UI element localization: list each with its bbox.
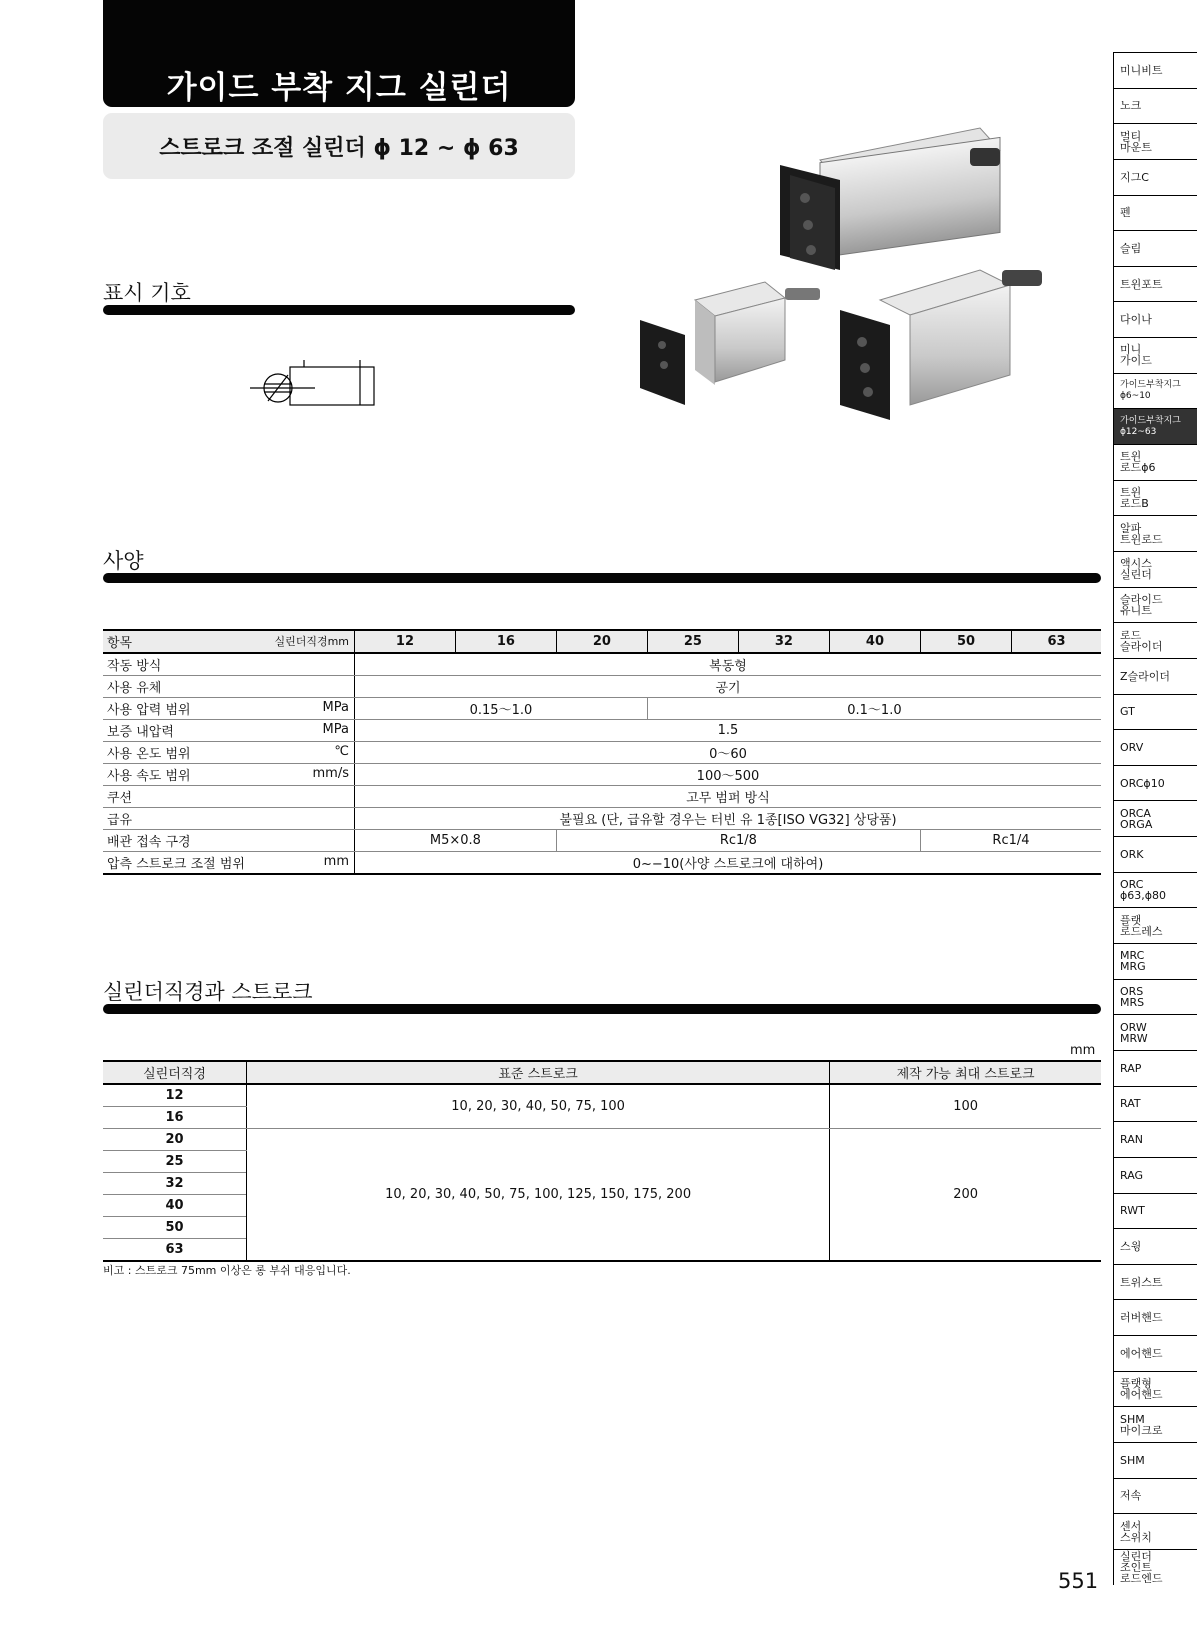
spec-label-cell xyxy=(103,676,355,698)
spec-table xyxy=(103,629,1101,875)
side-tab-label: 트윈포트 xyxy=(1120,277,1163,291)
page-title: 가이드 부착 지그 실린더 xyxy=(166,70,512,106)
side-tab-label: 스윙 xyxy=(1120,1239,1142,1253)
side-tab[interactable] xyxy=(1113,1014,1197,1050)
side-tab-label: ORW MRW xyxy=(1120,1020,1148,1045)
side-tab-label: 로드 슬라이더 xyxy=(1120,628,1163,653)
stroke-section-title: 실린더직경과 스트로크 xyxy=(103,980,313,1004)
spec-value: 1.5 xyxy=(355,720,1102,742)
side-tab[interactable] xyxy=(1113,872,1197,908)
spec-value: M5×0.8 xyxy=(355,830,557,852)
side-tab[interactable] xyxy=(1113,1121,1197,1157)
spec-value: 0.15～1.0 xyxy=(355,698,648,720)
bore-cell: 12 xyxy=(103,1084,247,1107)
side-tab[interactable] xyxy=(1113,658,1197,694)
title-banner xyxy=(103,0,575,107)
side-tab-label: 지그C xyxy=(1120,170,1149,184)
side-tab-label: ORC ϕ63,ϕ80 xyxy=(1120,878,1167,903)
spec-row xyxy=(103,808,1101,830)
side-tab-label: 노크 xyxy=(1120,99,1142,113)
spec-value: 복동형 xyxy=(355,653,1102,676)
side-index-tabs xyxy=(1113,52,1197,1585)
side-tab[interactable] xyxy=(1113,1050,1197,1086)
side-tab[interactable] xyxy=(1113,52,1197,88)
spec-label-cell xyxy=(103,742,355,764)
side-tab[interactable] xyxy=(1113,1157,1197,1193)
standard-stroke-cell: 10, 20, 30, 40, 50, 75, 100 xyxy=(247,1084,830,1129)
stroke-col-header: 실린더직경 xyxy=(103,1061,247,1084)
side-tab[interactable] xyxy=(1113,694,1197,730)
spec-section-bar xyxy=(103,573,1101,583)
side-tab-label: ORCA ORGA xyxy=(1120,806,1153,831)
side-tab-label: ORCϕ10 xyxy=(1120,776,1165,790)
spec-value: 0.1～1.0 xyxy=(647,698,1101,720)
side-tab[interactable] xyxy=(1113,1478,1197,1514)
stroke-note: 비고 : 스트로크 75mm 이상은 롱 부쉬 대응입니다. xyxy=(103,1264,351,1277)
side-tab-label: 트윈 로드B xyxy=(1120,486,1149,510)
side-tab[interactable] xyxy=(1113,408,1197,444)
side-tab[interactable] xyxy=(1113,1513,1197,1549)
spec-header-unit: 실린더직경mm xyxy=(274,635,349,648)
stroke-header-row xyxy=(103,1061,1101,1084)
side-tab[interactable] xyxy=(1113,1193,1197,1229)
spec-label-cell xyxy=(103,830,355,852)
side-tab-label: 에어핸드 xyxy=(1120,1346,1163,1360)
bore-cell: 40 xyxy=(103,1195,247,1217)
spec-value: 100～500 xyxy=(355,764,1102,786)
spec-label: 사용 속도 범위 xyxy=(107,769,191,784)
side-tab-label: RAG xyxy=(1120,1168,1144,1182)
max-stroke-cell: 200 xyxy=(830,1129,1101,1262)
side-tab[interactable] xyxy=(1113,1371,1197,1407)
side-tab-label: 슬림 xyxy=(1120,242,1142,256)
side-tab[interactable] xyxy=(1113,1299,1197,1335)
page-number: 551 xyxy=(1058,1569,1099,1593)
spec-row xyxy=(103,653,1101,676)
side-tab-label: 다이나 xyxy=(1120,313,1152,327)
side-tab[interactable] xyxy=(1113,230,1197,266)
side-tab[interactable] xyxy=(1113,195,1197,231)
side-tab-label: ORS MRS xyxy=(1120,984,1145,1009)
bore-cell: 32 xyxy=(103,1173,247,1195)
side-tab-label: SHM 마이크로 xyxy=(1120,1412,1163,1437)
max-stroke-cell: 100 xyxy=(830,1084,1101,1129)
side-tab-label: RAN xyxy=(1120,1133,1143,1147)
side-tab[interactable] xyxy=(1113,1549,1197,1585)
bore-col-header: 25 xyxy=(647,630,738,653)
side-tab-label: 플랫형 에어핸드 xyxy=(1120,1377,1163,1402)
side-tab-label: 미니비트 xyxy=(1120,63,1163,77)
cylinder-large-photo xyxy=(780,128,1000,270)
bore-cell: 25 xyxy=(103,1151,247,1173)
spec-label: 압측 스트로크 조절 범위 xyxy=(107,857,245,872)
side-tab[interactable] xyxy=(1113,1086,1197,1122)
spec-value: 고무 범퍼 방식 xyxy=(355,786,1102,808)
spec-value: Rc1/8 xyxy=(556,830,920,852)
side-tab[interactable] xyxy=(1113,979,1197,1015)
side-tab-label: 플랫 로드레스 xyxy=(1120,913,1163,938)
side-tab-label: 미니 가이드 xyxy=(1120,343,1152,368)
side-tab[interactable] xyxy=(1113,907,1197,943)
side-tab-label: RWT xyxy=(1120,1204,1145,1218)
bore-col-header: 20 xyxy=(556,630,647,653)
bore-col-header: 63 xyxy=(1012,630,1102,653)
bore-cell: 20 xyxy=(103,1129,247,1151)
product-photo xyxy=(640,120,1110,450)
spec-label-cell xyxy=(103,808,355,830)
side-tab[interactable] xyxy=(1113,729,1197,765)
spec-unit: MPa xyxy=(322,700,349,715)
side-tab-label: 알파 트윈로드 xyxy=(1120,521,1163,546)
cylinder-symbol-icon xyxy=(250,355,380,410)
spec-label: 사용 온도 범위 xyxy=(107,747,191,762)
side-tab[interactable] xyxy=(1113,480,1197,516)
spec-label: 쿠션 xyxy=(107,791,133,806)
spec-label-cell xyxy=(103,764,355,786)
spec-unit: mm/s xyxy=(312,766,349,781)
side-tab[interactable] xyxy=(1113,373,1197,409)
bore-cell: 16 xyxy=(103,1107,247,1129)
side-tab-label: RAP xyxy=(1120,1061,1142,1075)
side-tab[interactable] xyxy=(1113,123,1197,159)
spec-header-cell xyxy=(103,630,355,653)
stroke-row xyxy=(103,1084,1101,1107)
side-tab-label: 센서 스위치 xyxy=(1120,1519,1152,1544)
stroke-table xyxy=(103,1060,1101,1262)
side-tab[interactable] xyxy=(1113,622,1197,658)
cylinder-medium-photo xyxy=(840,270,1042,420)
spec-label-cell xyxy=(103,698,355,720)
spec-label: 작동 방식 xyxy=(107,659,162,674)
cylinder-small-photo xyxy=(640,282,820,405)
side-tab[interactable] xyxy=(1113,159,1197,195)
side-tab[interactable] xyxy=(1113,1335,1197,1371)
standard-stroke-cell: 10, 20, 30, 40, 50, 75, 100, 125, 150, 175, 200 xyxy=(247,1129,830,1262)
spec-label-cell xyxy=(103,653,355,676)
subtitle-banner xyxy=(103,113,575,179)
stroke-row xyxy=(103,1129,1101,1151)
side-tab[interactable] xyxy=(1113,800,1197,836)
spec-value: 0～60 xyxy=(355,742,1102,764)
side-tab[interactable] xyxy=(1113,337,1197,373)
side-tab[interactable] xyxy=(1113,1406,1197,1442)
side-tab[interactable] xyxy=(1113,1442,1197,1478)
bore-col-header: 16 xyxy=(455,630,556,653)
spec-row xyxy=(103,742,1101,764)
side-tab-label: 멀티 마운트 xyxy=(1120,129,1152,154)
side-tab-label: 러버핸드 xyxy=(1120,1311,1163,1325)
side-tab-label: 트위스트 xyxy=(1120,1275,1163,1289)
spec-header-item: 항목 xyxy=(107,636,133,651)
side-tab[interactable] xyxy=(1113,1264,1197,1300)
bore-col-header: 40 xyxy=(829,630,920,653)
spec-unit: MPa xyxy=(322,722,349,737)
side-tab-label: 펜 xyxy=(1120,206,1131,220)
side-tab-label: RAT xyxy=(1120,1097,1141,1111)
bore-col-header: 12 xyxy=(355,630,456,653)
spec-row xyxy=(103,676,1101,698)
side-tab[interactable] xyxy=(1113,266,1197,302)
stroke-col-header: 표준 스트로크 xyxy=(247,1061,830,1084)
side-tab[interactable] xyxy=(1113,765,1197,801)
spec-value: 공기 xyxy=(355,676,1102,698)
stroke-section-bar xyxy=(103,1004,1101,1014)
spec-row xyxy=(103,720,1101,742)
side-tab[interactable] xyxy=(1113,301,1197,337)
side-tab[interactable] xyxy=(1113,943,1197,979)
side-tab[interactable] xyxy=(1113,551,1197,587)
spec-row xyxy=(103,764,1101,786)
side-tab-label: GT xyxy=(1120,705,1135,719)
spec-value: Rc1/4 xyxy=(920,830,1101,852)
side-tab-label: 슬라이드 유니트 xyxy=(1120,592,1163,617)
spec-label: 사용 유체 xyxy=(107,681,162,696)
bore-cell: 63 xyxy=(103,1239,247,1262)
spec-unit: mm xyxy=(323,854,349,869)
spec-label: 급유 xyxy=(107,813,133,828)
spec-row xyxy=(103,786,1101,808)
spec-label-cell xyxy=(103,852,355,875)
spec-unit: ℃ xyxy=(334,744,349,759)
side-tab[interactable] xyxy=(1113,587,1197,623)
side-tab-label: 액시스 실린더 xyxy=(1120,557,1152,582)
side-tab[interactable] xyxy=(1113,836,1197,872)
spec-section-title: 사양 xyxy=(103,549,144,573)
side-tab[interactable] xyxy=(1113,1228,1197,1264)
spec-row xyxy=(103,852,1101,875)
spec-header-row xyxy=(103,630,1101,653)
side-tab-label: 가이드부착지그 ϕ6~10 xyxy=(1120,380,1181,402)
bore-col-header: 50 xyxy=(920,630,1011,653)
side-tab[interactable] xyxy=(1113,88,1197,124)
side-tab[interactable] xyxy=(1113,515,1197,551)
side-tab-label: 저속 xyxy=(1120,1489,1142,1503)
spec-label: 배관 접속 구경 xyxy=(107,835,191,850)
stroke-col-header: 제작 가능 최대 스트로크 xyxy=(830,1061,1101,1084)
side-tab-label: SHM xyxy=(1120,1453,1145,1467)
stroke-unit: mm xyxy=(1070,1043,1096,1058)
side-tab-label: 트윈 로드ϕ6 xyxy=(1120,450,1156,475)
side-tab-label: ORK xyxy=(1120,847,1144,861)
side-tab[interactable] xyxy=(1113,444,1197,480)
spec-value: 0~−10(사양 스트로크에 대하여) xyxy=(355,852,1102,875)
spec-label: 사용 압력 범위 xyxy=(107,703,191,718)
side-tab-label: 실린더 조인트 로드엔드 xyxy=(1120,1549,1163,1585)
bore-col-header: 32 xyxy=(738,630,829,653)
side-tab-label: ORV xyxy=(1120,740,1144,754)
spec-label-cell xyxy=(103,786,355,808)
symbol-section-title: 표시 기호 xyxy=(103,281,191,305)
page-subtitle: 스트로크 조절 실린더 ϕ 12 ~ ϕ 63 xyxy=(159,136,519,161)
spec-row xyxy=(103,698,1101,720)
side-tab-label: Z슬라이더 xyxy=(1120,669,1171,683)
spec-value: 불필요 (단, 급유할 경우는 터빈 유 1종[ISO VG32] 상당품) xyxy=(355,808,1102,830)
spec-label: 보증 내압력 xyxy=(107,725,174,740)
spec-label-cell xyxy=(103,720,355,742)
spec-row xyxy=(103,830,1101,852)
side-tab-label: 가이드부착지그 ϕ12~63 xyxy=(1120,415,1181,437)
bore-cell: 50 xyxy=(103,1217,247,1239)
side-tab-label: MRC MRG xyxy=(1120,949,1146,974)
symbol-section-bar xyxy=(103,305,575,315)
